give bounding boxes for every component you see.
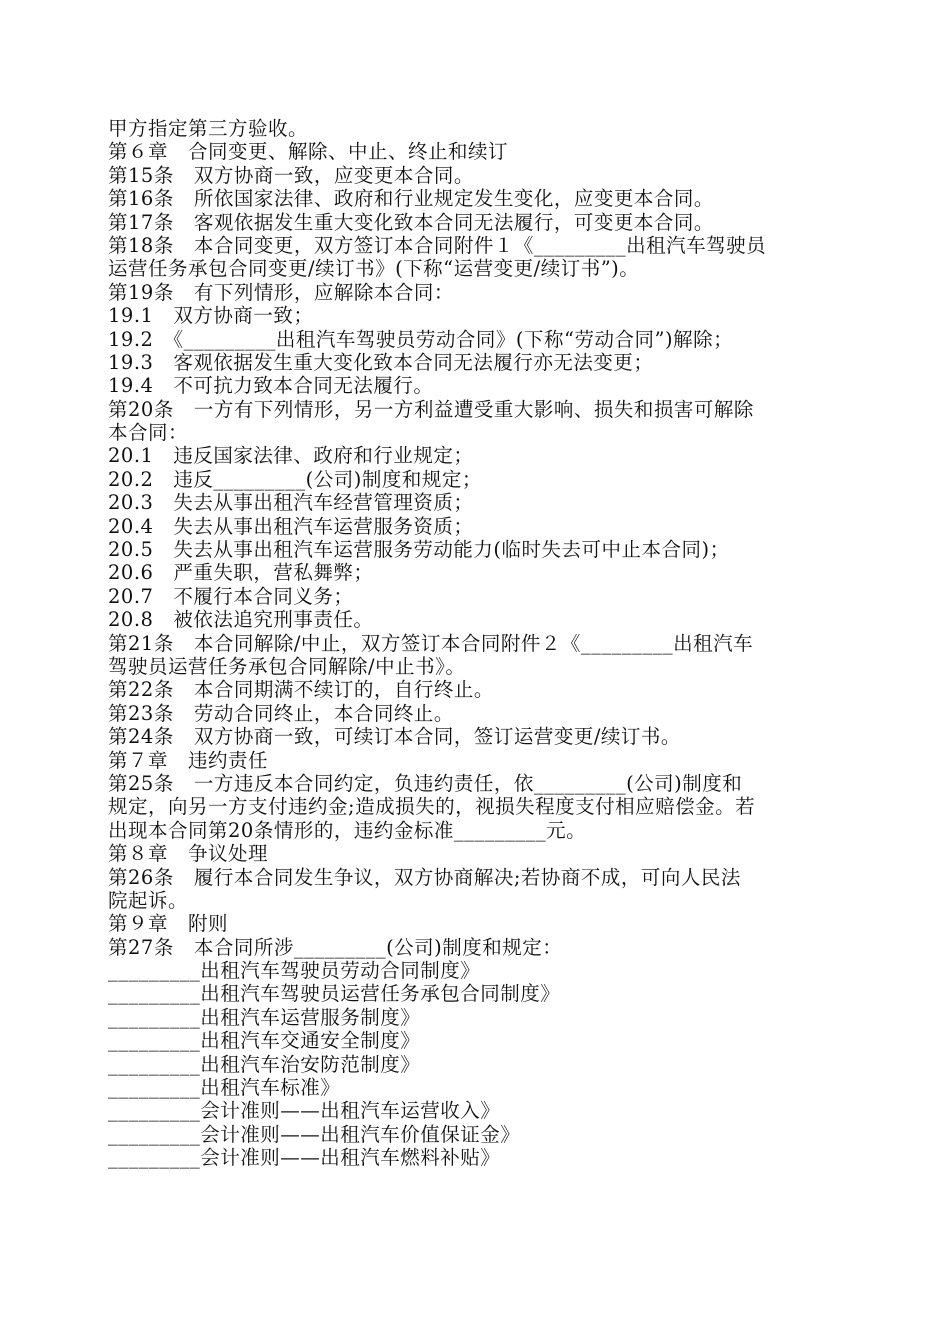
text-line: 20.1 违反国家法律、政府和行业规定； [108,444,474,468]
text-line: _________出租汽车驾驶员劳动合同制度》 [108,959,481,983]
text-line: 运营任务承包合同变更/续订书》(下称“运营变更/续订书”)。 [108,257,640,281]
text-line: 20.4 失去从事出租汽车运营服务资质； [108,514,474,538]
text-line: 出现本合同第20条情形的，违约金标准_________元。 [108,818,587,842]
text-line: 第27条 本合同所涉_________(公司)制度和规定： [108,935,563,959]
text-line: 第７章 违约责任 [108,748,269,772]
text-line: 20.3 失去从事出租汽车经营管理资质； [108,491,474,515]
text-line: 第24条 双方协商一致，可续订本合同，签订运营变更/续订书。 [108,725,681,749]
text-line: _________出租汽车运营服务制度》 [108,1005,421,1029]
text-line: 规定，向另一方支付违约金;造成损失的，视损失程度支付相应赔偿金。若 [108,795,756,819]
text-line: 第６章 合同变更、解除、中止、终止和续订 [108,140,509,164]
text-line: 20.6 严重失职，营私舞弊； [108,561,374,585]
text-line: 第26条 履行本合同发生争议，双方协商解决;若协商不成，可向人民法 [108,865,741,889]
text-line: 20.5 失去从事出租汽车运营服务劳动能力(临时失去可中止本合同)； [108,538,730,562]
text-line: 甲方指定第三方验收。 [108,117,309,140]
text-line: 第９章 附则 [108,912,229,936]
text-line: _________出租汽车治安防范制度》 [108,1052,421,1076]
text-line: 第18条 本合同变更，双方签订本合同附件１《_________出租汽车驾驶员 [108,233,767,257]
text-line: 第22条 本合同期满不续订的，自行终止。 [108,678,494,702]
text-line: 20.7 不履行本合同义务； [108,584,354,608]
text-line: 第20条 一方有下列情形，另一方利益遭受重大影响、损失和损害可解除 [108,397,754,421]
text-line: _________出租汽车驾驶员运营任务承包合同制度》 [108,982,561,1006]
text-line: 本合同： [108,421,189,445]
text-line: 第25条 一方违反本合同约定，负违约责任，依_________(公司)制度和 [108,771,743,795]
text-line: 19.2 《_________出租汽车驾驶员劳动合同》(下称“劳动合同”)解除； [108,327,734,351]
text-line: _________出租汽车标准》 [108,1076,341,1100]
text-line: 第16条 所依国家法律、政府和行业规定发生变化，应变更本合同。 [108,187,714,211]
text-line: _________会计准则——出租汽车运营收入》 [108,1099,501,1123]
text-line: 第17条 客观依据发生重大变化致本合同无法履行，可变更本合同。 [108,210,714,234]
text-line: 第21条 本合同解除/中止，双方签订本合同附件２《_________出租汽车 [108,631,754,655]
text-line: 20.8 被依法追究刑事责任。 [108,608,374,632]
text-line: _________会计准则——出租汽车燃料补贴》 [108,1146,501,1170]
text-line: 驾驶员运营任务承包合同解除/中止书》。 [108,654,466,678]
text-line: 19.1 双方协商一致； [108,304,314,328]
document-page [108,117,840,1170]
text-line: 19.4 不可抗力致本合同无法履行。 [108,374,434,398]
text-line: 第19条 有下列情形，应解除本合同： [108,280,454,304]
text-line: 20.2 违反_________(公司)制度和规定； [108,467,482,491]
text-line: _________出租汽车交通安全制度》 [108,1029,421,1053]
text-line: 19.3 客观依据发生重大变化致本合同无法履行亦无法变更； [108,350,654,374]
text-line: 第15条 双方协商一致，应变更本合同。 [108,163,474,187]
text-line: _________会计准则——出租汽车价值保证金》 [108,1122,521,1146]
text-line: 第23条 劳动合同终止，本合同终止。 [108,701,454,725]
text-line: 第８章 争议处理 [108,842,269,866]
text-line: 院起诉。 [108,888,189,912]
